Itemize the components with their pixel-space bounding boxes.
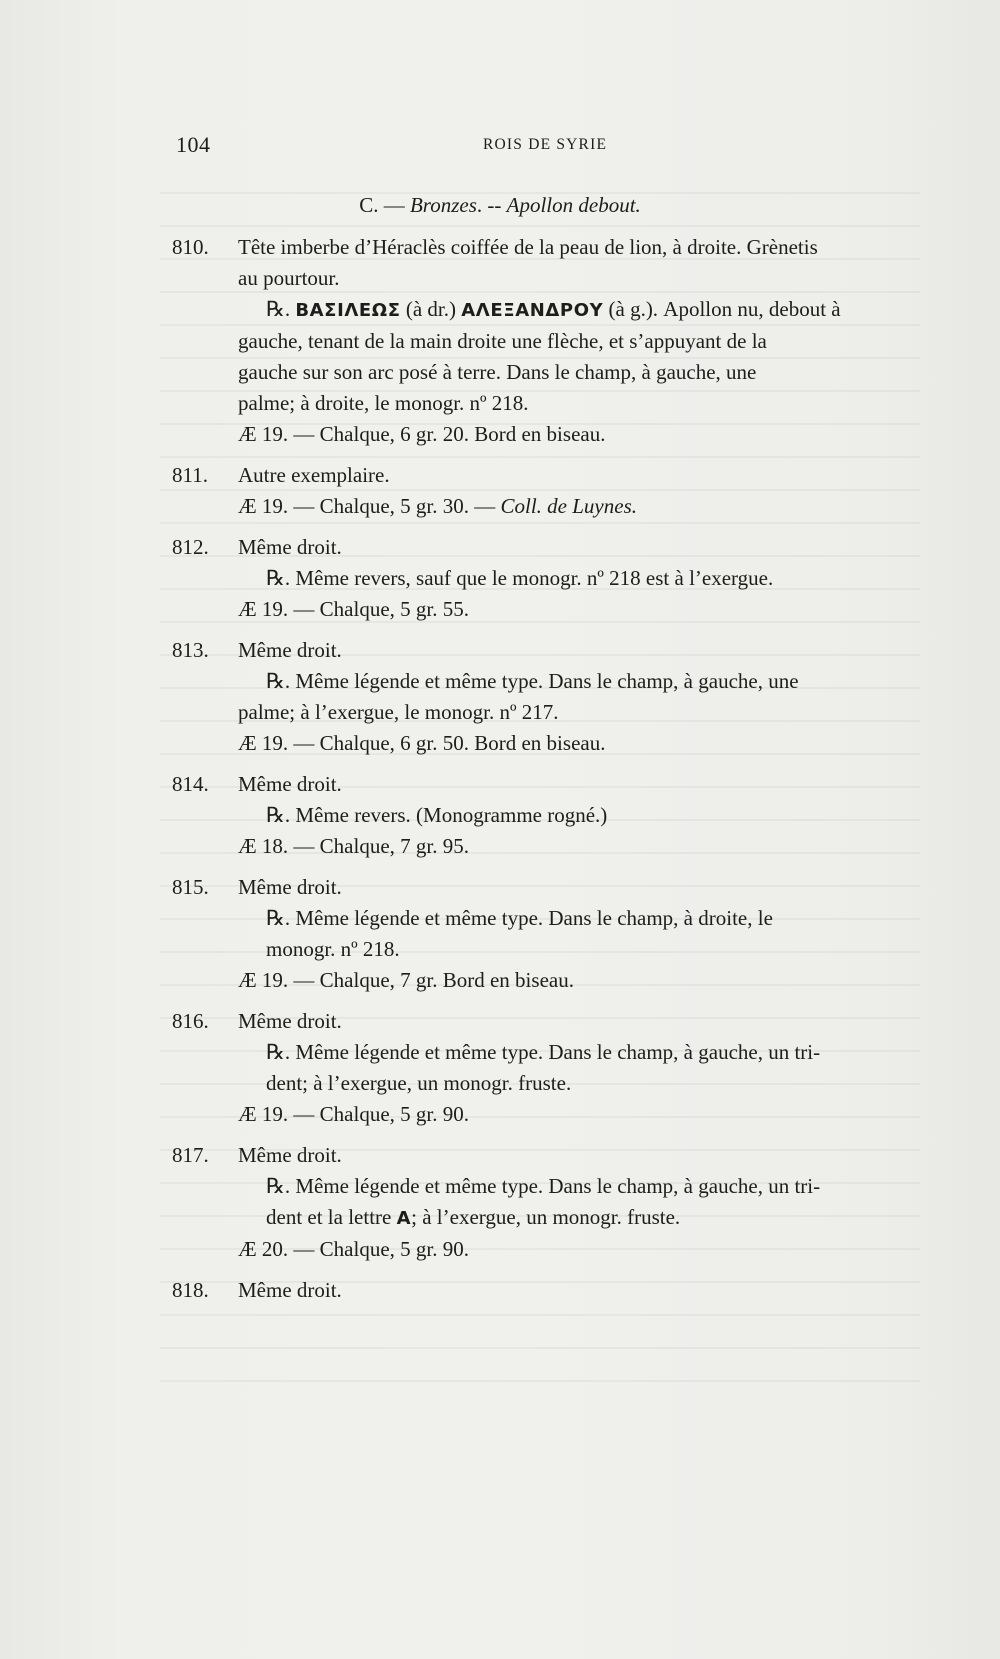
reverse-text: Même légende et même type. Dans le champ, à gauche, un tri- bbox=[295, 1174, 821, 1198]
reverse-symbol: ℞. bbox=[266, 906, 291, 930]
reverse-text: Même revers. (Monogramme rogné.) bbox=[295, 803, 608, 827]
reverse-text: Même légende et même type. Dans le champ, à gauche, une bbox=[295, 669, 799, 693]
obverse-text: Même droit. bbox=[238, 772, 342, 796]
entry-814 bbox=[172, 769, 927, 862]
section-title bbox=[0, 193, 1000, 218]
metal-weight-line bbox=[172, 491, 927, 522]
reverse-text: Même légende et même type. Dans le champ, à gauche, un tri- bbox=[295, 1040, 821, 1064]
entry-812 bbox=[172, 532, 927, 625]
reverse-text-part: dent et la lettre bbox=[266, 1205, 397, 1229]
reverse-symbol: ℞. bbox=[266, 1174, 291, 1198]
reverse-line bbox=[172, 666, 927, 697]
metal-weight-line: Æ 19. — Chalque, 6 gr. 50. Bord en biseau. bbox=[238, 731, 606, 755]
entry-818 bbox=[172, 1275, 927, 1306]
entry-number: 815. bbox=[172, 875, 209, 899]
reverse-text: (à g.). Apollon nu, debout à bbox=[608, 297, 841, 321]
reverse-text-continued: palme; à droite, le monogr. nº 218. bbox=[238, 391, 529, 415]
obverse-text: Même droit. bbox=[238, 638, 342, 662]
obverse-text: Même droit. bbox=[238, 875, 342, 899]
metal-weight-line: Æ 20. — Chalque, 5 gr. 90. bbox=[238, 1237, 469, 1261]
reverse-text-continued: dent; à l’exergue, un monogr. fruste. bbox=[266, 1071, 572, 1095]
obverse-text: Même droit. bbox=[238, 535, 342, 559]
reverse-text: Même revers, sauf que le monogr. nº 218 est à l’exergue. bbox=[295, 566, 774, 590]
obverse-text: Autre exemplaire. bbox=[238, 463, 390, 487]
reverse-text-continued: gauche, tenant de la main droite une flèche, et s’appuyant de la bbox=[238, 329, 767, 353]
reverse-line bbox=[172, 1171, 927, 1202]
entry-number: 812. bbox=[172, 535, 209, 559]
reverse-text-continued: gauche sur son arc posé à terre. Dans le champ, à gauche, une bbox=[238, 360, 757, 384]
reverse-symbol: ℞. bbox=[266, 669, 291, 693]
reverse-symbol: ℞. bbox=[266, 566, 291, 590]
entry-number: 814. bbox=[172, 772, 209, 796]
legend-basileos: ΒΑΣΙΛΕΩΣ bbox=[295, 300, 401, 321]
entry-813 bbox=[172, 635, 927, 759]
reverse-symbol: ℞. bbox=[266, 803, 291, 827]
metal-weight-line: Æ 19. — Chalque, 7 gr. Bord en biseau. bbox=[238, 968, 574, 992]
entry-815 bbox=[172, 872, 927, 996]
section-separator: . -- bbox=[476, 193, 507, 217]
metal-weight-line: Æ 19. — Chalque, 6 gr. 20. Bord en biseau. bbox=[238, 422, 606, 446]
field-letter: A bbox=[396, 1208, 412, 1229]
reverse-line bbox=[172, 800, 927, 831]
reverse-position: (à dr.) bbox=[405, 297, 457, 321]
running-head: ROIS DE SYRIE bbox=[483, 136, 608, 153]
page-header bbox=[0, 132, 1000, 162]
metal-weight-line: Æ 19. — Chalque, 5 gr. 90. bbox=[238, 1102, 469, 1126]
entry-number: 811. bbox=[172, 463, 208, 487]
entry-817 bbox=[172, 1140, 927, 1265]
metal-weight-line: Æ 18. — Chalque, 7 gr. 95. bbox=[238, 834, 469, 858]
reverse-symbol: ℞. bbox=[266, 1040, 291, 1064]
obverse-text: Même droit. bbox=[238, 1278, 342, 1302]
entry-816 bbox=[172, 1006, 927, 1130]
reverse-line bbox=[172, 1037, 927, 1068]
legend-alexandrou: ΑΛΕΞΑΝΔΡΟΥ bbox=[461, 300, 604, 321]
section-title-italic: Bronzes bbox=[409, 193, 477, 217]
reverse-line bbox=[172, 563, 927, 594]
page-number: 104 bbox=[176, 132, 211, 157]
catalogue-entries bbox=[172, 232, 927, 1316]
entry-number: 816. bbox=[172, 1009, 209, 1033]
metal-weight-line: Æ 19. — Chalque, 5 gr. 55. bbox=[238, 597, 469, 621]
reverse-text-part: ; à l’exergue, un monogr. fruste. bbox=[411, 1205, 681, 1229]
metal-weight-text: Æ 19. — Chalque, 5 gr. 30. — bbox=[238, 494, 501, 518]
section-subtitle: Apollon debout. bbox=[506, 193, 641, 217]
obverse-text-continued: au pourtour. bbox=[238, 266, 340, 290]
reverse-line bbox=[172, 903, 927, 934]
collection-name: Coll. de Luynes. bbox=[500, 494, 637, 518]
reverse-line bbox=[172, 294, 927, 326]
entry-number: 818. bbox=[172, 1278, 209, 1302]
entry-number: 810. bbox=[172, 235, 209, 259]
entry-number: 813. bbox=[172, 638, 209, 662]
obverse-text: Même droit. bbox=[238, 1009, 342, 1033]
reverse-text-continued: monogr. nº 218. bbox=[266, 937, 400, 961]
reverse-text-continued bbox=[172, 1202, 927, 1234]
reverse-text-continued: palme; à l’exergue, le monogr. nº 217. bbox=[238, 700, 559, 724]
entry-810 bbox=[172, 232, 927, 450]
obverse-text: Même droit. bbox=[238, 1143, 342, 1167]
reverse-symbol: ℞. bbox=[266, 297, 291, 321]
reverse-text: Même légende et même type. Dans le champ, à droite, le bbox=[295, 906, 773, 930]
obverse-text: Tête imberbe d’Héraclès coiffée de la peau de lion, à droite. Grènetis bbox=[238, 235, 818, 259]
section-prefix: C. — bbox=[359, 193, 410, 217]
entry-number: 817. bbox=[172, 1143, 209, 1167]
entry-811 bbox=[172, 460, 927, 522]
